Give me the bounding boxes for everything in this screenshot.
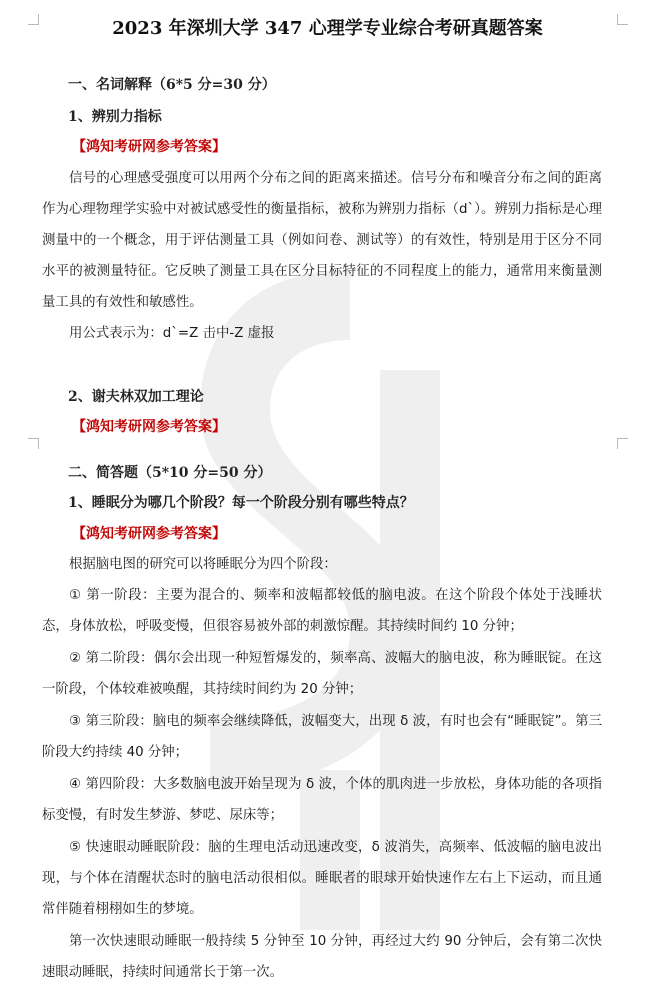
answer-paragraph: ② 第二阶段：偶尔会出现一种短暂爆发的，频率高、波幅大的脑电波，称为睡眠锭。在这一阶段，个体较难被唤醒，其持续时间约为 20 分钟； [42,651,602,697]
answer-tag: 【鸿知考研网参考答案】 [72,419,226,435]
page-title: 2023 年深圳大学 347 心理学专业综合考研真题答案 [112,18,543,39]
corner-mark-mid-right [617,438,628,449]
answer-paragraph: 用公式表示为：d`=Z 击中-Z 虚报 [69,326,275,341]
question-heading: 1、睡眠分为哪几个阶段？每一个阶段分别有哪些特点？ [68,495,414,511]
answer-paragraph: 第一次快速眼动睡眠一般持续 5 分钟至 10 分钟，再经过大约 90 分钟后，会有第二次快速眼动睡眠，持续时间通常长于第一次。 [42,934,602,980]
answer-paragraph: 根据脑电图的研究可以将睡眠分为四个阶段： [69,557,337,572]
answer-paragraph: ⑤ 快速眼动睡眠阶段：脑的生理电活动迅速改变，δ 波消失，高频率、低波幅的脑电波出现，与个体在清醒状态时的脑电活动很相似。睡眠者的眼球开始快速作左右上下运动，而且通常伴随着栩栩如生的梦境。 [42,840,602,917]
answer-paragraph: ④ 第四阶段：大多数脑电波开始呈现为 δ 波，个体的肌肉进一步放松，身体功能的各项指标变慢，有时发生梦游、梦呓、尿床等； [42,777,602,823]
answer-paragraph: ① 第一阶段：主要为混合的、频率和波幅都较低的脑电波。在这个阶段个体处于浅睡状态，身体放松，呼吸变慢，但很容易被外部的刺激惊醒。其持续时间约 10 分钟； [42,588,602,634]
question-heading: 2、谢夫林双加工理论 [68,389,204,405]
answer-tag: 【鸿知考研网参考答案】 [72,139,226,155]
answer-paragraph: 信号的心理感受强度可以用两个分布之间的距离来描述。信号分布和噪音分布之间的距离作为心理物理学实验中对被试感受性的衡量指标，被称为辨别力指标（d`）。辨别力指标是心理测量中的一个概念，用于评估测量工具（例如问卷、测试等）的有效性，特别是用于区分不同水平的被测量特征。它反映了测量工具在区分目标特征的不同程度上的能力，通常用来衡量测量工具的有效性和敏感性。 [42,171,602,310]
section-heading-2: 二、简答题（5*10 分=50 分） [68,465,272,481]
answer-paragraph: ③ 第三阶段：脑电的频率会继续降低，波幅变大，出现 δ 波，有时也会有“睡眠锭”。第三阶段大约持续 40 分钟； [42,714,602,760]
answer-tag: 【鸿知考研网参考答案】 [72,526,226,542]
corner-mark-mid-left [28,438,39,449]
question-heading: 1、辨别力指标 [68,109,162,125]
section-heading-1: 一、名词解释（6*5 分=30 分） [68,77,276,93]
